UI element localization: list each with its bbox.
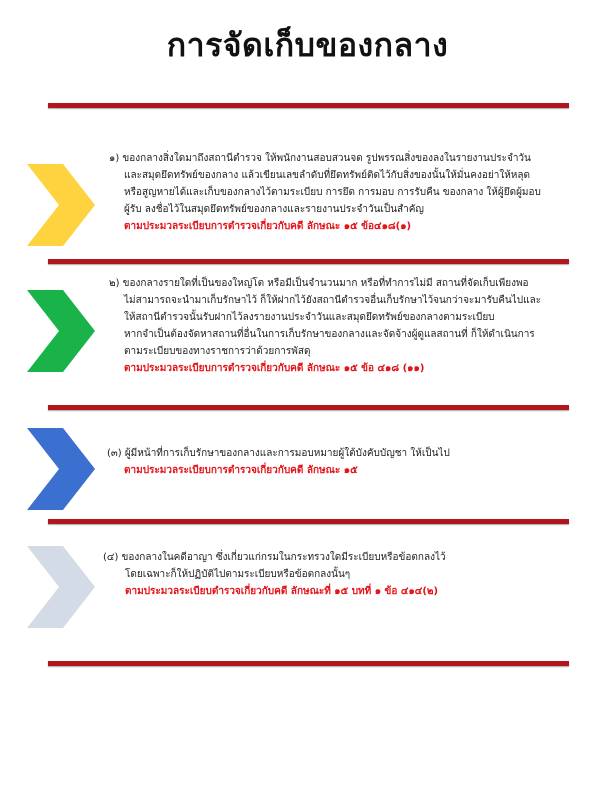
reference-text: ตามประมวลระเบียบการตำรวจเกี่ยวกับคดี ลักษณะ ๑๕ ข้อ ๔๑๘ (๑๑) [124, 363, 425, 374]
divider [48, 661, 569, 666]
divider [48, 103, 569, 108]
item-text-line: ให้สถานีตำรวจนั้นรับฝากไว้ลงรายงานประจำวันและสมุดยึดทรัพย์ของกลางตามระเบียบ [124, 312, 495, 323]
item-text-line: ๑) ของกลางสิ่งใดมาถึงสถานีตำรวจ ให้พนักงานสอบสวนจด รูปพรรณสิ่งของลงในรายงานประจำวัน [109, 153, 531, 164]
list-item [107, 445, 450, 479]
item-text-line: ผู้รับ ลงชื่อไว้ในสมุดยึดทรัพย์ของกลางและรายงานประจำวันเป็นสำคัญ [124, 204, 424, 215]
reference-text: ตามประมวลระเบียบตำรวจเกี่ยวกับคดี ลักษณะที่ ๑๕ บทที่ ๑ ข้อ ๔๑๔(๒) [125, 586, 439, 597]
chevron-arrow-icon [27, 428, 95, 510]
chevron-arrow-icon [27, 164, 95, 246]
item-text-line: หากจำเป็นต้องจัดหาสถานที่อื่นในการเก็บรักษาของกลางและจัดจ้างผู้ดูแลสถานที่ ก็ให้ดำเนินการ [124, 329, 535, 340]
chevron-shape [27, 164, 95, 246]
chevron-shape [27, 546, 95, 628]
item-text-line: และสมุดยึดทรัพย์ของกลาง แล้วเขียนเลขลำดับที่ยึดทรัพย์ติดไว้กับสิ่งของนั้นให้มั่นคงอย่าให้หลุด [124, 170, 531, 181]
divider [48, 259, 569, 264]
divider [48, 405, 569, 410]
item-text-line: ตามระเบียบของทางราชการว่าด้วยการพัสดุ [124, 346, 311, 357]
item-text-line: หรือสูญหายได้และเก็บของกลางไว้ตามระเบียบ การยึด การมอบ การรับคืน ของกลาง ให้ผู้ยึดผู้มอบ [124, 187, 541, 198]
item-text-line: ไม่สามารถจะนำมาเก็บรักษาไว้ ก็ให้ฝากไว้ยังสถานีตำรวจอื่นเก็บรักษาไว้จนกว่าจะมารับคืนไปและ [124, 295, 542, 306]
chevron-shape [27, 290, 95, 372]
chevron-arrow-icon [27, 546, 95, 628]
list-item [109, 275, 541, 377]
divider [48, 519, 569, 524]
item-text-line: ๒) ของกลางรายใดที่เป็นของใหญ่โต หรือมีเป็นจำนวนมาก หรือที่ทำการไม่มี สถานที่จัดเก็บเพียงพอ [109, 278, 529, 289]
item-text-line: (๓) ผู้มีหน้าที่การเก็บรักษาของกลางและการมอบหมายผู้ใต้บังคับบัญชา ให้เป็นไป [107, 448, 450, 459]
reference-text: ตามประมวลระเบียบการตำรวจเกี่ยวกับคดี ลักษณะ ๑๕ ข้อ๔๑๘(๑) [124, 221, 412, 232]
list-item [103, 549, 446, 600]
item-text-line: (๔) ของกลางในคดีอาญา ซึ่งเกี่ยวแก่กรมในกระทรวงใดมีระเบียบหรือข้อตกลงไว้ [103, 552, 446, 563]
chevron-arrow-icon [27, 290, 95, 372]
item-text-line: โดยเฉพาะก็ให้ปฏิบัติไปตามระเบียบหรือข้อตกลงนั้นๆ [125, 569, 351, 580]
reference-text: ตามประมวลระเบียบการตำรวจเกี่ยวกับคดี ลักษณะ ๑๕ [124, 465, 358, 476]
page-title: การจัดเก็บของกลาง [166, 26, 449, 64]
list-item [109, 150, 541, 235]
chevron-shape [27, 428, 95, 510]
